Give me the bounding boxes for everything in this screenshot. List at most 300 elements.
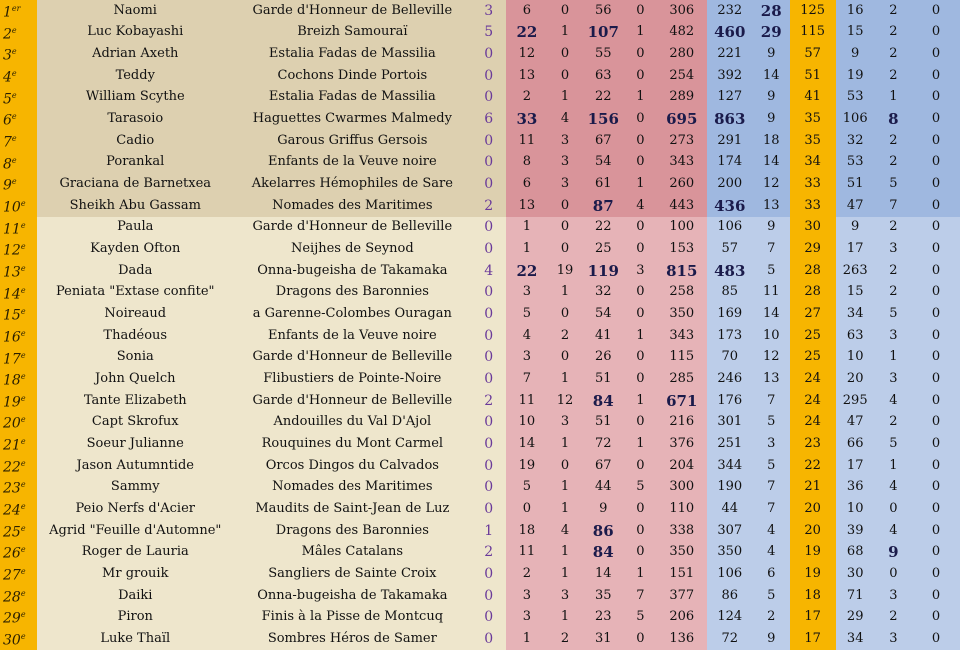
table-row [0, 606, 960, 628]
stat-cell: 0 [912, 347, 960, 369]
stat-cell: 5 [506, 476, 547, 498]
team-name: Nomades des Maritimes [233, 476, 471, 498]
rank-cell: 2e [0, 22, 37, 44]
points-cell: 2 [471, 541, 506, 563]
player-name: Piron [37, 606, 233, 628]
stat-cell: 350 [657, 303, 707, 325]
stat-cell: 124 [707, 606, 753, 628]
stat-cell: 0 [624, 498, 657, 520]
stat-cell: 4 [875, 520, 912, 542]
stat-cell: 30 [790, 217, 836, 239]
player-name: Agrid "Feuille d'Automne" [37, 520, 233, 542]
stat-cell: 254 [657, 65, 707, 87]
stat-cell: 28 [790, 260, 836, 282]
stat-cell: 17 [836, 455, 875, 477]
stat-cell: 25 [583, 238, 624, 260]
stat-cell: 0 [624, 455, 657, 477]
player-name: Daiki [37, 585, 233, 607]
stat-cell: 86 [707, 585, 753, 607]
team-name: Breizh Samouraï [233, 22, 471, 44]
rank-cell: 1er [0, 0, 37, 22]
stat-cell: 72 [707, 628, 753, 650]
points-cell: 2 [471, 390, 506, 412]
stat-cell: 63 [836, 325, 875, 347]
stat-cell: 2 [548, 325, 583, 347]
stat-cell: 7 [624, 585, 657, 607]
stat-cell: 9 [753, 108, 790, 130]
stat-cell: 0 [624, 0, 657, 22]
stat-cell: 26 [583, 347, 624, 369]
table-row [0, 282, 960, 304]
table-row [0, 433, 960, 455]
stat-cell: 36 [836, 476, 875, 498]
stat-cell: 169 [707, 303, 753, 325]
table-row [0, 347, 960, 369]
stat-cell: 0 [912, 65, 960, 87]
player-name: Capt Skrofux [37, 411, 233, 433]
stat-cell: 156 [583, 108, 624, 130]
stat-cell: 3 [506, 347, 547, 369]
stat-cell: 25 [790, 347, 836, 369]
stat-cell: 84 [583, 390, 624, 412]
stat-cell: 9 [753, 87, 790, 109]
stat-cell: 1 [548, 498, 583, 520]
stat-cell: 68 [836, 541, 875, 563]
stat-cell: 57 [790, 43, 836, 65]
table-row [0, 108, 960, 130]
stat-cell: 295 [836, 390, 875, 412]
stat-cell: 19 [548, 260, 583, 282]
stat-cell: 22 [506, 260, 547, 282]
stat-cell: 0 [548, 195, 583, 217]
stat-cell: 41 [790, 87, 836, 109]
player-name: Luke Thaïl [37, 628, 233, 650]
stat-cell: 14 [506, 433, 547, 455]
stat-cell: 125 [790, 0, 836, 22]
stat-cell: 1 [624, 325, 657, 347]
rank-cell: 28e [0, 585, 37, 607]
stat-cell: 17 [790, 606, 836, 628]
points-cell: 0 [471, 282, 506, 304]
rank-cell: 24e [0, 498, 37, 520]
player-name: Noireaud [37, 303, 233, 325]
stat-cell: 0 [624, 520, 657, 542]
stat-cell: 57 [707, 238, 753, 260]
rank-cell: 13e [0, 260, 37, 282]
table-row [0, 585, 960, 607]
stat-cell: 14 [753, 65, 790, 87]
stat-cell: 33 [790, 195, 836, 217]
stat-cell: 3 [506, 606, 547, 628]
stat-cell: 6 [506, 173, 547, 195]
stat-cell: 29 [790, 238, 836, 260]
player-name: Teddy [37, 65, 233, 87]
stat-cell: 7 [875, 195, 912, 217]
stat-cell: 3 [548, 411, 583, 433]
stat-cell: 53 [836, 87, 875, 109]
stat-cell: 2 [875, 0, 912, 22]
stat-cell: 3 [875, 368, 912, 390]
stat-cell: 0 [912, 87, 960, 109]
stat-cell: 306 [657, 0, 707, 22]
stat-cell: 107 [583, 22, 624, 44]
stat-cell: 0 [912, 498, 960, 520]
stat-cell: 3 [548, 173, 583, 195]
points-cell: 3 [471, 0, 506, 22]
player-name: Dada [37, 260, 233, 282]
stat-cell: 0 [912, 476, 960, 498]
stat-cell: 31 [583, 628, 624, 650]
stat-cell: 3 [875, 628, 912, 650]
rank-cell: 20e [0, 411, 37, 433]
stat-cell: 695 [657, 108, 707, 130]
stat-cell: 67 [583, 130, 624, 152]
stat-cell: 27 [790, 303, 836, 325]
stat-cell: 0 [624, 541, 657, 563]
stat-cell: 0 [624, 65, 657, 87]
points-cell: 0 [471, 411, 506, 433]
stat-cell: 0 [912, 390, 960, 412]
stat-cell: 350 [707, 541, 753, 563]
stat-cell: 343 [657, 325, 707, 347]
stat-cell: 115 [790, 22, 836, 44]
stat-cell: 85 [707, 282, 753, 304]
stat-cell: 1 [506, 217, 547, 239]
points-cell: 0 [471, 65, 506, 87]
stat-cell: 51 [583, 368, 624, 390]
stat-cell: 11 [506, 541, 547, 563]
rank-cell: 29e [0, 606, 37, 628]
stat-cell: 119 [583, 260, 624, 282]
stat-cell: 232 [707, 0, 753, 22]
table-row [0, 238, 960, 260]
stat-cell: 51 [790, 65, 836, 87]
points-cell: 0 [471, 455, 506, 477]
stat-cell: 47 [836, 195, 875, 217]
team-name: Garde d'Honneur de Belleville [233, 347, 471, 369]
stat-cell: 1 [548, 563, 583, 585]
stat-cell: 0 [875, 563, 912, 585]
stat-cell: 5 [753, 260, 790, 282]
stat-cell: 9 [836, 217, 875, 239]
stat-cell: 28 [753, 0, 790, 22]
player-name: Adrian Axeth [37, 43, 233, 65]
stat-cell: 22 [583, 87, 624, 109]
stat-cell: 483 [707, 260, 753, 282]
rank-cell: 8e [0, 152, 37, 174]
stat-cell: 289 [657, 87, 707, 109]
stat-cell: 29 [753, 22, 790, 44]
stat-cell: 28 [790, 282, 836, 304]
stat-cell: 206 [657, 606, 707, 628]
table-row [0, 65, 960, 87]
stat-cell: 0 [912, 585, 960, 607]
stat-cell: 221 [707, 43, 753, 65]
points-cell: 2 [471, 195, 506, 217]
stat-cell: 6 [753, 563, 790, 585]
team-name: Enfants de la Veuve noire [233, 152, 471, 174]
stat-cell: 32 [836, 130, 875, 152]
rank-cell: 10e [0, 195, 37, 217]
player-name: Sheikh Abu Gassam [37, 195, 233, 217]
stat-cell: 7 [753, 476, 790, 498]
points-cell: 0 [471, 606, 506, 628]
stat-cell: 3 [548, 130, 583, 152]
stat-cell: 260 [657, 173, 707, 195]
stat-cell: 20 [790, 520, 836, 542]
stat-cell: 0 [912, 152, 960, 174]
stat-cell: 71 [836, 585, 875, 607]
stat-cell: 8 [875, 108, 912, 130]
team-name: Onna-bugeisha de Takamaka [233, 585, 471, 607]
stat-cell: 13 [506, 195, 547, 217]
stat-cell: 2 [875, 260, 912, 282]
rank-cell: 27e [0, 563, 37, 585]
team-name: Haguettes Cwarmes Malmedy [233, 108, 471, 130]
stat-cell: 0 [912, 411, 960, 433]
rank-cell: 19e [0, 390, 37, 412]
stat-cell: 18 [790, 585, 836, 607]
stat-cell: 5 [753, 455, 790, 477]
stat-cell: 1 [548, 476, 583, 498]
table-row [0, 411, 960, 433]
stat-cell: 0 [912, 22, 960, 44]
player-name: Mr grouik [37, 563, 233, 585]
rank-cell: 25e [0, 520, 37, 542]
stat-cell: 25 [790, 325, 836, 347]
points-cell: 0 [471, 217, 506, 239]
stat-cell: 1 [548, 22, 583, 44]
stat-cell: 35 [583, 585, 624, 607]
stat-cell: 11 [753, 282, 790, 304]
stat-cell: 1 [506, 628, 547, 650]
stat-cell: 0 [912, 606, 960, 628]
table-row [0, 498, 960, 520]
stat-cell: 338 [657, 520, 707, 542]
stat-cell: 251 [707, 433, 753, 455]
stat-cell: 3 [548, 152, 583, 174]
team-name: a Garenne-Colombes Ouragan [233, 303, 471, 325]
stat-cell: 1 [624, 433, 657, 455]
stat-cell: 344 [707, 455, 753, 477]
stat-cell: 19 [836, 65, 875, 87]
stat-cell: 1 [548, 433, 583, 455]
stat-cell: 190 [707, 476, 753, 498]
stat-cell: 67 [583, 455, 624, 477]
points-cell: 0 [471, 43, 506, 65]
stat-cell: 5 [506, 303, 547, 325]
stat-cell: 1 [624, 563, 657, 585]
stat-cell: 285 [657, 368, 707, 390]
team-name: Dragons des Baronnies [233, 282, 471, 304]
stat-cell: 19 [506, 455, 547, 477]
stat-cell: 1 [506, 238, 547, 260]
stat-cell: 30 [836, 563, 875, 585]
stat-cell: 44 [583, 476, 624, 498]
stat-cell: 21 [790, 476, 836, 498]
stat-cell: 11 [506, 390, 547, 412]
team-name: Mâles Catalans [233, 541, 471, 563]
player-name: Jason Autumntide [37, 455, 233, 477]
points-cell: 0 [471, 368, 506, 390]
stat-cell: 100 [657, 217, 707, 239]
table-row [0, 130, 960, 152]
table-row [0, 303, 960, 325]
stat-cell: 0 [624, 368, 657, 390]
stat-cell: 0 [624, 130, 657, 152]
rank-cell: 18e [0, 368, 37, 390]
stat-cell: 34 [790, 152, 836, 174]
table-row [0, 173, 960, 195]
stat-cell: 307 [707, 520, 753, 542]
points-cell: 0 [471, 476, 506, 498]
stat-cell: 136 [657, 628, 707, 650]
player-name: Cadio [37, 130, 233, 152]
stat-cell: 19 [790, 541, 836, 563]
stat-cell: 5 [753, 585, 790, 607]
team-name: Sangliers de Sainte Croix [233, 563, 471, 585]
stat-cell: 343 [657, 152, 707, 174]
stat-cell: 22 [506, 22, 547, 44]
stat-cell: 2 [875, 130, 912, 152]
stat-cell: 7 [506, 368, 547, 390]
stat-cell: 13 [506, 65, 547, 87]
stat-cell: 1 [624, 173, 657, 195]
team-name: Andouilles du Val D'Ajol [233, 411, 471, 433]
stat-cell: 32 [583, 282, 624, 304]
stat-cell: 2 [875, 65, 912, 87]
stat-cell: 460 [707, 22, 753, 44]
stat-cell: 22 [583, 217, 624, 239]
team-name: Rouquines du Mont Carmel [233, 433, 471, 455]
stat-cell: 300 [657, 476, 707, 498]
stat-cell: 173 [707, 325, 753, 347]
stat-cell: 33 [506, 108, 547, 130]
player-name: Tante Elizabeth [37, 390, 233, 412]
stat-cell: 47 [836, 411, 875, 433]
stat-cell: 2 [548, 628, 583, 650]
stat-cell: 0 [624, 43, 657, 65]
stat-cell: 4 [753, 520, 790, 542]
stat-cell: 35 [790, 130, 836, 152]
stat-cell: 10 [506, 411, 547, 433]
stat-cell: 392 [707, 65, 753, 87]
stat-cell: 51 [583, 411, 624, 433]
stat-cell: 815 [657, 260, 707, 282]
stat-cell: 291 [707, 130, 753, 152]
table-row [0, 476, 960, 498]
stat-cell: 0 [912, 368, 960, 390]
rank-cell: 3e [0, 43, 37, 65]
stat-cell: 0 [624, 303, 657, 325]
stat-cell: 54 [583, 303, 624, 325]
stat-cell: 0 [548, 43, 583, 65]
stat-cell: 22 [790, 455, 836, 477]
stat-cell: 482 [657, 22, 707, 44]
stat-cell: 0 [548, 217, 583, 239]
stat-cell: 84 [583, 541, 624, 563]
rank-cell: 15e [0, 303, 37, 325]
stat-cell: 3 [506, 585, 547, 607]
stat-cell: 4 [548, 108, 583, 130]
stat-cell: 2 [875, 43, 912, 65]
stat-cell: 5 [875, 173, 912, 195]
stat-cell: 0 [624, 411, 657, 433]
stat-cell: 1 [548, 541, 583, 563]
stat-cell: 53 [836, 152, 875, 174]
stat-cell: 20 [790, 498, 836, 520]
stat-cell: 9 [583, 498, 624, 520]
player-name: Sammy [37, 476, 233, 498]
stat-cell: 35 [790, 108, 836, 130]
team-name: Garous Griffus Gersois [233, 130, 471, 152]
stat-cell: 3 [624, 260, 657, 282]
stat-cell: 436 [707, 195, 753, 217]
stat-cell: 29 [836, 606, 875, 628]
stat-cell: 3 [753, 433, 790, 455]
stat-cell: 10 [753, 325, 790, 347]
points-cell: 0 [471, 347, 506, 369]
team-name: Onna-bugeisha de Takamaka [233, 260, 471, 282]
points-cell: 4 [471, 260, 506, 282]
stat-cell: 2 [875, 22, 912, 44]
stat-cell: 9 [753, 217, 790, 239]
stat-cell: 19 [790, 563, 836, 585]
stat-cell: 10 [836, 347, 875, 369]
stat-cell: 106 [836, 108, 875, 130]
stat-cell: 0 [912, 433, 960, 455]
team-name: Orcos Dingos du Calvados [233, 455, 471, 477]
table-row [0, 22, 960, 44]
stat-cell: 5 [624, 476, 657, 498]
team-name: Finis à la Pisse de Montcuq [233, 606, 471, 628]
points-cell: 0 [471, 325, 506, 347]
stat-cell: 0 [548, 0, 583, 22]
team-name: Estalia Fadas de Massilia [233, 87, 471, 109]
stat-cell: 1 [548, 368, 583, 390]
rank-cell: 23e [0, 476, 37, 498]
stat-cell: 14 [753, 303, 790, 325]
stat-cell: 106 [707, 217, 753, 239]
player-name: Roger de Lauria [37, 541, 233, 563]
stat-cell: 3 [875, 238, 912, 260]
stat-cell: 2 [875, 606, 912, 628]
stat-cell: 3 [506, 282, 547, 304]
stat-cell: 0 [912, 282, 960, 304]
stat-cell: 54 [583, 152, 624, 174]
stat-cell: 443 [657, 195, 707, 217]
rank-cell: 17e [0, 347, 37, 369]
team-name: Flibustiers de Pointe-Noire [233, 368, 471, 390]
stat-cell: 41 [583, 325, 624, 347]
stat-cell: 2 [875, 411, 912, 433]
stat-cell: 9 [753, 628, 790, 650]
stat-cell: 1 [548, 606, 583, 628]
stat-cell: 12 [753, 347, 790, 369]
stat-cell: 1 [875, 87, 912, 109]
stat-cell: 0 [912, 303, 960, 325]
stat-cell: 0 [548, 65, 583, 87]
team-name: Dragons des Baronnies [233, 520, 471, 542]
team-name: Cochons Dinde Portois [233, 65, 471, 87]
table-row [0, 563, 960, 585]
stat-cell: 151 [657, 563, 707, 585]
stat-cell: 34 [836, 303, 875, 325]
points-cell: 0 [471, 130, 506, 152]
team-name: Enfants de la Veuve noire [233, 325, 471, 347]
rank-cell: 21e [0, 433, 37, 455]
table-row [0, 87, 960, 109]
